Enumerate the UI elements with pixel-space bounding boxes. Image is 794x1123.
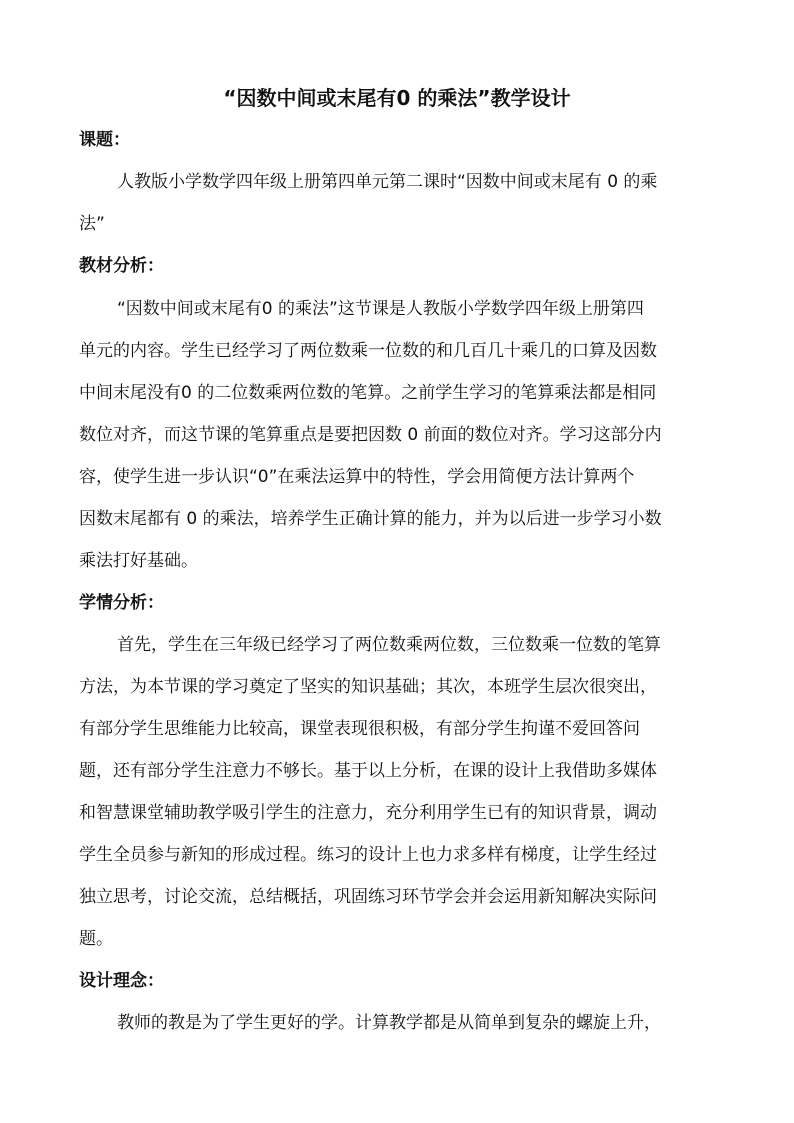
paragraph-line: 方法，为本节课的学习奠定了坚实的知识基础；其次，本班学生层次很突出， (79, 677, 657, 697)
paragraph-line: “因数中间或末尾有0 的乘法”这节课是人教版小学数学四年级上册第四 (117, 299, 644, 319)
document-title: “因数中间或末尾有0 的乘法”教学设计 (223, 86, 571, 110)
paragraph-line: 首先，学生在三年级已经学习了两位数乘两位数，三位数乘一位数的笔算 (117, 635, 661, 655)
section-heading-student-analysis: 学情分析： (79, 593, 164, 613)
paragraph-line: 独立思考，讨论交流，总结概括，巩固练习环节学会并会运用新知解决实际问 (79, 887, 657, 907)
paragraph-line: 单元的内容。学生已经学习了两位数乘一位数的和几百几十乘几的口算及因数 (79, 341, 657, 361)
paragraph-line: 中间末尾没有0 的二位数乘两位数的笔算。之前学生学习的笔算乘法都是相同 (79, 383, 657, 403)
paragraph-line: 题。 (79, 929, 113, 949)
paragraph-line: 和智慧课堂辅助教学吸引学生的注意力，充分利用学生已有的知识背景，调动 (79, 803, 657, 823)
section-heading-design-concept: 设计理念： (79, 971, 164, 991)
paragraph-line: 人教版小学数学四年级上册第四单元第二课时“因数中间或末尾有 0 的乘 (117, 172, 658, 192)
paragraph-line: 学生全员参与新知的形成过程。练习的设计上也力求多样有梯度，让学生经过 (79, 845, 657, 865)
paragraph-line: 法” (79, 214, 105, 234)
paragraph-line: 教师的教是为了学生更好的学。计算教学都是从简单到复杂的螺旋上升， (117, 1013, 661, 1033)
paragraph-line: 数位对齐，而这节课的笔算重点是要把因数 0 前面的数位对齐。学习这部分内 (79, 425, 662, 445)
section-heading-topic: 课题： (79, 130, 130, 150)
section-heading-textbook-analysis: 教材分析： (79, 256, 164, 276)
paragraph-line: 题，还有部分学生注意力不够长。基于以上分析，在课的设计上我借助多媒体 (79, 761, 657, 781)
paragraph-line: 容，使学生进一步认识“0”在乘法运算中的特性，学会用简便方法计算两个 (79, 467, 635, 487)
paragraph-line: 因数末尾都有 0 的乘法，培养学生正确计算的能力，并为以后进一步学习小数 (79, 509, 662, 529)
paragraph-line: 有部分学生思维能力比较高，课堂表现很积极，有部分学生拘谨不爱回答问 (79, 719, 640, 739)
paragraph-line: 乘法打好基础。 (79, 551, 198, 571)
